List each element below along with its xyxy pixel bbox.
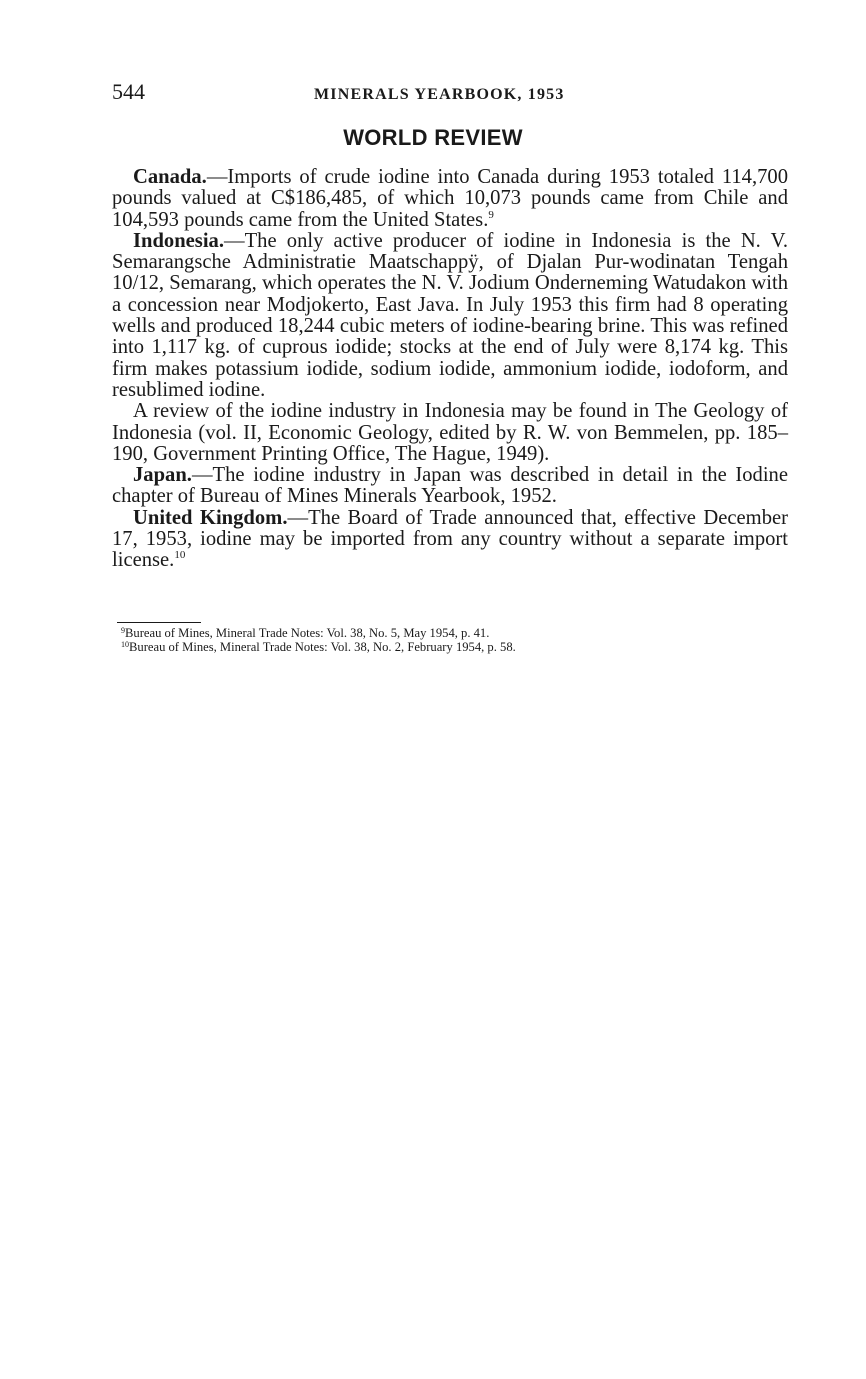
run-in-heading: Canada. xyxy=(133,166,207,188)
paragraph-text: —The only active producer of iodine in Indonesia is the N. V. Semarangsche Administratie Maatschappÿ, of Djalan Pur-wodinatan Tengah 10/12, Semarang, which operates the N. V. Jodium Onderneming Watudakon with a concession near Modjokerto, East Java. In July 1953 this firm had 8 operating wells and produced 18,244 cubic meters of iodine-bearing brine. This was refined into 1,117 kg. of cuprous iodide; stocks at the end of July were 8,174 kg. This firm makes potassium iodide, sodium iodide, ammonium iodide, iodoform, and resublimed iodine. xyxy=(112,229,788,401)
paragraph-text: —Imports of crude iodine into Canada during 1953 totaled 114,700 pounds valued at C$186,485, of which 10,073 pounds came from Chile and 104,593 pounds came from the United States. xyxy=(112,166,788,231)
footnotes xyxy=(121,626,781,654)
page-number: 544 xyxy=(112,79,145,104)
footnote-text: Bureau of Mines, Mineral Trade Notes: Vol. 38, No. 2, February 1954, p. 58. xyxy=(129,640,516,654)
run-in-heading: Japan. xyxy=(133,464,192,487)
running-head: MINERALS YEARBOOK, 1953 xyxy=(314,86,565,103)
paragraph-indonesia-review xyxy=(112,401,788,465)
footnote-marker: 9 xyxy=(121,626,125,635)
footnote xyxy=(121,640,781,654)
footnote xyxy=(121,626,781,640)
paragraph-canada xyxy=(112,167,788,231)
footnote-reference: 10 xyxy=(174,549,186,562)
body-text xyxy=(112,167,788,572)
paragraph-text: A review of the iodine industry in Indonesia may be found in The Geology of Indonesia (vol. II, Economic Geology, edited by R. W. von Bemmelen, pp. 185–190, Government Printing Office, The Hague, 1949). xyxy=(112,400,788,465)
run-in-heading: United Kingdom. xyxy=(133,506,288,529)
footnote-reference: 9 xyxy=(488,208,494,221)
paragraph-united-kingdom xyxy=(112,508,788,572)
footnote-rule xyxy=(117,622,201,623)
footnote-text: Bureau of Mines, Mineral Trade Notes: Vol. 38, No. 5, May 1954, p. 41. xyxy=(125,626,490,640)
paragraph-text: —The Board of Trade announced that, effective December 17, 1953, iodine may be imported from any country without a separate import license. xyxy=(112,506,788,572)
section-title: WORLD REVIEW xyxy=(343,125,523,150)
paragraph-indonesia xyxy=(112,231,788,401)
run-in-heading: Indonesia. xyxy=(133,229,224,252)
paragraph-text: —The iodine industry in Japan was described in detail in the Iodine chapter of Bureau of Mines Minerals Yearbook, 1952. xyxy=(112,464,788,508)
paragraph-japan xyxy=(112,465,788,508)
footnote-marker: 10 xyxy=(121,640,129,649)
